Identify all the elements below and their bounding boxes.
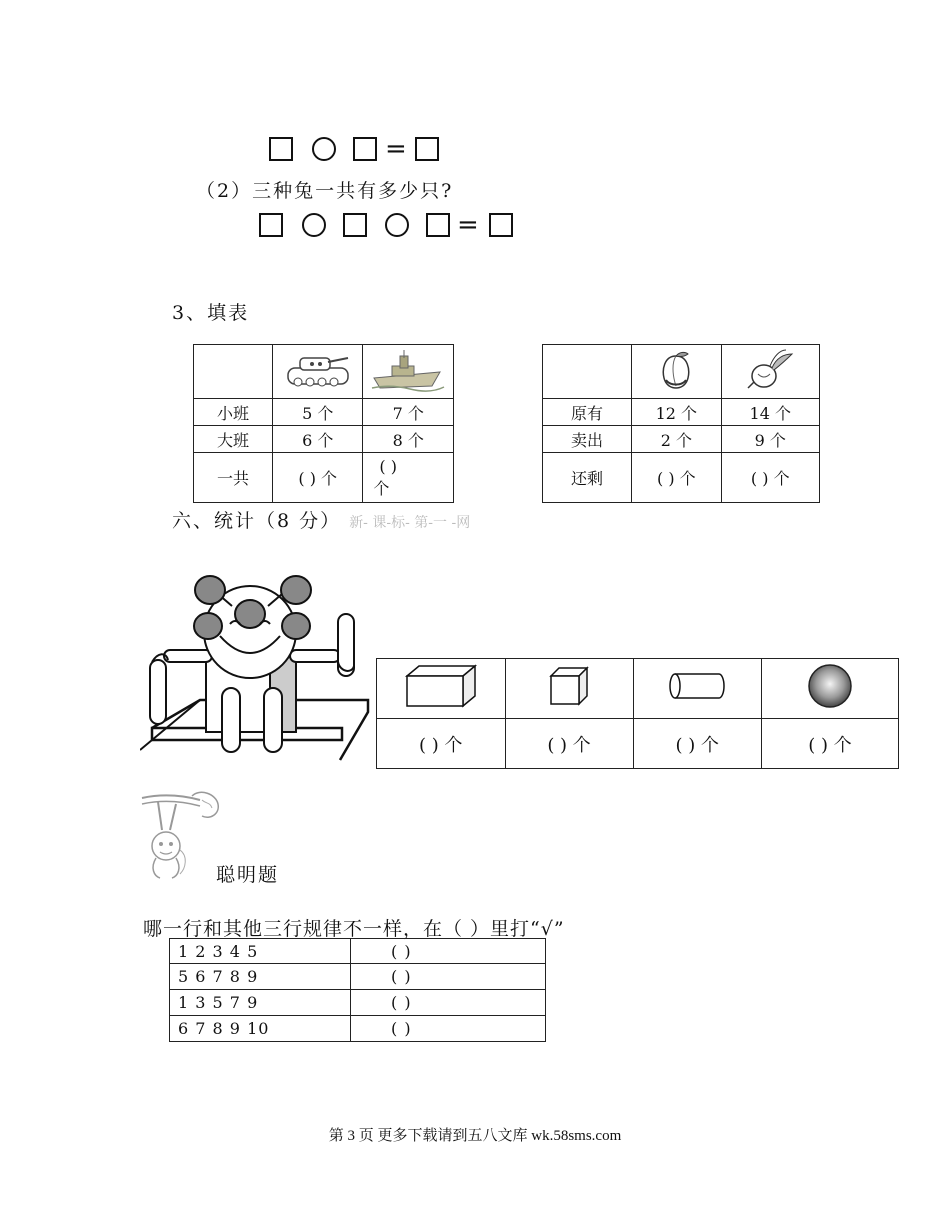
- answer-cell[interactable]: ( ) 个: [761, 719, 898, 769]
- fill-table-fruits: [542, 344, 820, 503]
- question-2: （2）三种兔一共有多少只?: [196, 180, 454, 202]
- cylinder-icon: [667, 668, 727, 704]
- robot-illustration: [140, 570, 380, 770]
- equals-sign: =: [385, 134, 407, 164]
- watermark-text: 新- 课-标- 第-一 -网: [349, 515, 471, 531]
- sphere-header: [761, 659, 898, 719]
- cube-icon: [547, 664, 591, 708]
- tank-icon: [282, 348, 354, 392]
- sequence-cell: 1 3 5 7 9: [170, 990, 351, 1016]
- operator-circle[interactable]: [385, 213, 409, 237]
- table-cell: 9 个: [721, 426, 819, 453]
- blank-box[interactable]: [343, 213, 367, 237]
- pattern-table: [169, 938, 546, 1042]
- row-label: 大班: [194, 426, 273, 453]
- table-cell: 12 个: [632, 399, 721, 426]
- row-label: 原有: [543, 399, 632, 426]
- table-cell: 2 个: [632, 426, 721, 453]
- table-cell: 8 个: [363, 426, 454, 453]
- ship-icon: [370, 348, 446, 392]
- answer-paren: ( ): [379, 456, 397, 476]
- pattern-question: 哪一行和其他三行规律不一样，在（ ）里打“√”: [143, 918, 565, 940]
- cuboid-icon: [401, 660, 481, 712]
- answer-cell[interactable]: ( ): [351, 990, 546, 1016]
- sphere-icon: [806, 662, 854, 710]
- row-label: 小班: [194, 399, 273, 426]
- section-6-title: [172, 506, 470, 533]
- tank-header: [273, 345, 363, 399]
- answer-box[interactable]: [489, 213, 513, 237]
- monkey-icon: [140, 790, 222, 882]
- answer-cell[interactable]: ( ) 个: [632, 453, 721, 503]
- peach-icon: [656, 348, 696, 392]
- answer-cell[interactable]: ( ) 个: [505, 719, 633, 769]
- equals-sign: =: [457, 210, 479, 240]
- table-cell: 5 个: [273, 399, 363, 426]
- table-cell: 6 个: [273, 426, 363, 453]
- answer-cell[interactable]: ( ) 个: [633, 719, 761, 769]
- page-footer: 第 3 页 更多下载请到五八文库 wk.58sms.com: [328, 1128, 622, 1144]
- blank-box[interactable]: [353, 137, 377, 161]
- answer-cell[interactable]: ( ): [351, 964, 546, 990]
- row-label: 卖出: [543, 426, 632, 453]
- answer-box[interactable]: [415, 137, 439, 161]
- cube-header: [505, 659, 633, 719]
- answer-unit: 个: [373, 478, 390, 498]
- answer-cell[interactable]: ( ): [351, 1016, 546, 1042]
- cuboid-header: [377, 659, 506, 719]
- answer-cell[interactable]: ( ): [351, 939, 546, 964]
- answer-cell[interactable]: ( ) 个: [273, 453, 363, 503]
- section-6-heading: 六、统计（8 分）: [172, 510, 342, 532]
- sequence-cell: 1 2 3 4 5: [170, 939, 351, 964]
- radish-header: [721, 345, 819, 399]
- operator-circle[interactable]: [302, 213, 326, 237]
- row-label: 一共: [194, 453, 273, 503]
- answer-cell[interactable]: ( ) 个: [377, 719, 506, 769]
- blank-box[interactable]: [269, 137, 293, 161]
- answer-cell[interactable]: [363, 453, 454, 503]
- ship-header: [363, 345, 454, 399]
- blank-box[interactable]: [426, 213, 450, 237]
- sequence-cell: 6 7 8 9 10: [170, 1016, 351, 1042]
- shape-count-table: [376, 658, 899, 769]
- operator-circle[interactable]: [312, 137, 336, 161]
- section-3-title: 3、填表: [172, 302, 250, 324]
- sequence-cell: 5 6 7 8 9: [170, 964, 351, 990]
- answer-cell[interactable]: ( ) 个: [721, 453, 819, 503]
- header-empty-cell: [543, 345, 632, 399]
- fill-table-toys: [193, 344, 454, 503]
- header-empty-cell: [194, 345, 273, 399]
- row-label: 还剩: [543, 453, 632, 503]
- bonus-title: 聪明题: [216, 864, 280, 886]
- peach-header: [632, 345, 721, 399]
- cylinder-header: [633, 659, 761, 719]
- table-cell: 14 个: [721, 399, 819, 426]
- radish-icon: [744, 348, 796, 392]
- table-cell: 7 个: [363, 399, 454, 426]
- blank-box[interactable]: [259, 213, 283, 237]
